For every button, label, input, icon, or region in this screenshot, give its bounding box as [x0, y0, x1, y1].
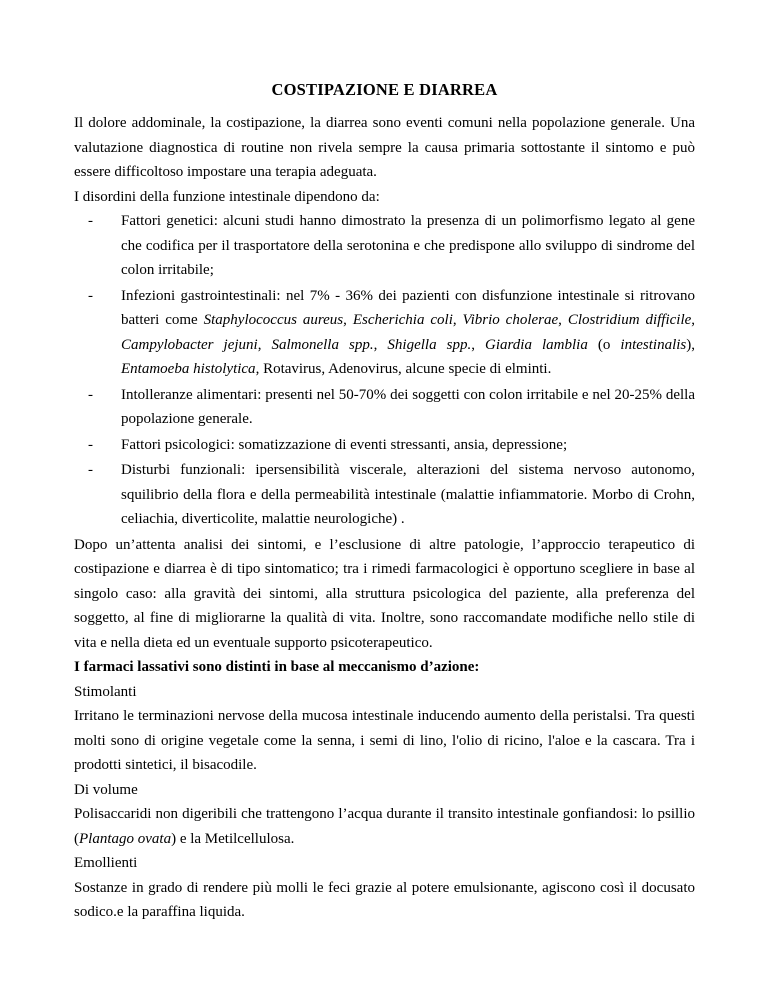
separator: ,	[257, 336, 272, 353]
text-run: Polisaccaridi non digeribili che trattengono l’acqua durante il transito intestinale gonfiandosi: lo psillio (	[74, 806, 695, 847]
list-item	[74, 383, 695, 432]
list-intro: I disordini della funzione intestinale dipendono da:	[74, 188, 380, 205]
volume-paragraph	[74, 802, 695, 851]
species-name: Vibrio cholerae	[462, 312, 559, 328]
species-name: Plantago ovata	[79, 830, 172, 847]
emollienti-paragraph: Sostanze in grado di rendere più molli le feci grazie al potere emulsionante, agiscono così il docusato sodico.e la paraffina liquida.	[74, 879, 695, 920]
species-name: Giardia lamblia	[485, 336, 588, 353]
species-name: Entamoeba histolytica	[121, 361, 256, 377]
list-item-text: Fattori psicologici: somatizzazione di eventi stressanti, ansia, depressione;	[121, 436, 568, 453]
species-name: Staphylococcus aureus	[203, 312, 344, 328]
separator: ,	[452, 312, 463, 328]
species-name: Shigella spp.	[387, 336, 472, 353]
list-item	[74, 458, 695, 532]
species-name: intestinalis	[620, 336, 687, 353]
separator: ,	[558, 312, 568, 328]
bullet-dash: -	[88, 462, 93, 478]
therapy-paragraph: Dopo un’attenta analisi dei sintomi, e l’esclusione di altre patologie, l’approccio terapeutico di costipazione e diarrea è di tipo sintomatico; tra i rimedi farmacologici è opportuno scegliere in base al singolo caso: alla gravità dei sintomi, alla struttura psicologica del paziente, alla preferenza del soggetto, al fine di migliorarne la qualità di vita. Inoltre, sono raccomandate modifiche nello stile di vita e nella dieta ed un eventuale supporto psicoterapeutico.	[74, 536, 695, 651]
separator: ,	[471, 336, 485, 353]
text-run: ) e la Metilcellulosa.	[171, 830, 295, 847]
bullet-dash: -	[88, 287, 93, 304]
separator: ,	[373, 336, 388, 353]
bullet-dash: -	[88, 436, 93, 453]
text-run: , Rotavirus, Adenovirus, alcune specie di elminti.	[255, 361, 552, 377]
separator: ,	[691, 312, 696, 328]
text-run: Infezioni gastrointestinali: nel 7% - 36% dei pazienti con disfunzione intestinale si ritrovano batteri come	[121, 287, 695, 328]
list-item-text: Fattori genetici: alcuni studi hanno dimostrato la presenza di un polimorfismo legato al gene che codifica per il trasportatore della serotonina e che predispone allo sviluppo di sindrome del colon irritabile;	[121, 213, 695, 278]
species-name: Escherichia coli	[352, 312, 453, 328]
text-run: (o	[587, 336, 621, 353]
bullet-dash: -	[88, 213, 93, 229]
list-item	[74, 284, 695, 382]
causes-list	[74, 209, 695, 532]
bullet-dash: -	[88, 386, 93, 403]
species-name: Clostridium difficile	[567, 312, 692, 328]
intro-paragraph: Il dolore addominale, la costipazione, la diarrea sono eventi comuni nella popolazione generale. Una valutazione diagnostica di routine non rivela sempre la causa primaria sottostante il sintomo e può essere difficoltoso impostare una terapia adeguata.	[74, 115, 695, 180]
list-item	[74, 209, 695, 283]
species-name: Campylobacter jejuni	[121, 336, 258, 353]
section-heading-volume: Di volume	[74, 781, 138, 798]
list-item-text: Disturbi funzionali: ipersensibilità viscerale, alterazioni del sistema nervoso autonomo, squilibrio della flora e della permeabilità intestinale (malattie infiammatorie. Morbo di Crohn, celiachia, diverticolite, malattie neurologiche) .	[121, 462, 695, 527]
text-run: ),	[686, 336, 695, 353]
stimolanti-paragraph: Irritano le terminazioni nervose della mucosa intestinale inducendo aumento della peristalsi. Tra questi molti sono di origine vegetale come la senna, i semi di lino, l'olio di ricino, l'aloe e la cascara. Tra i prodotti sintetici, il bisacodile.	[74, 708, 695, 773]
species-name: Salmonella spp.	[271, 336, 374, 353]
section-heading-emollienti: Emollienti	[74, 855, 138, 871]
document-title: COSTIPAZIONE E DIARREA	[271, 80, 498, 99]
list-item-text: Intolleranze alimentari: presenti nel 50-70% dei soggetti con colon irritabile e nel 20-25% della popolazione generale.	[121, 386, 695, 427]
laxatives-heading: I farmaci lassativi sono distinti in base al meccanismo d’azione:	[74, 659, 480, 675]
separator: ,	[343, 312, 353, 328]
list-item-text	[121, 288, 695, 378]
list-item	[74, 433, 695, 458]
section-heading-stimolanti: Stimolanti	[74, 683, 137, 700]
